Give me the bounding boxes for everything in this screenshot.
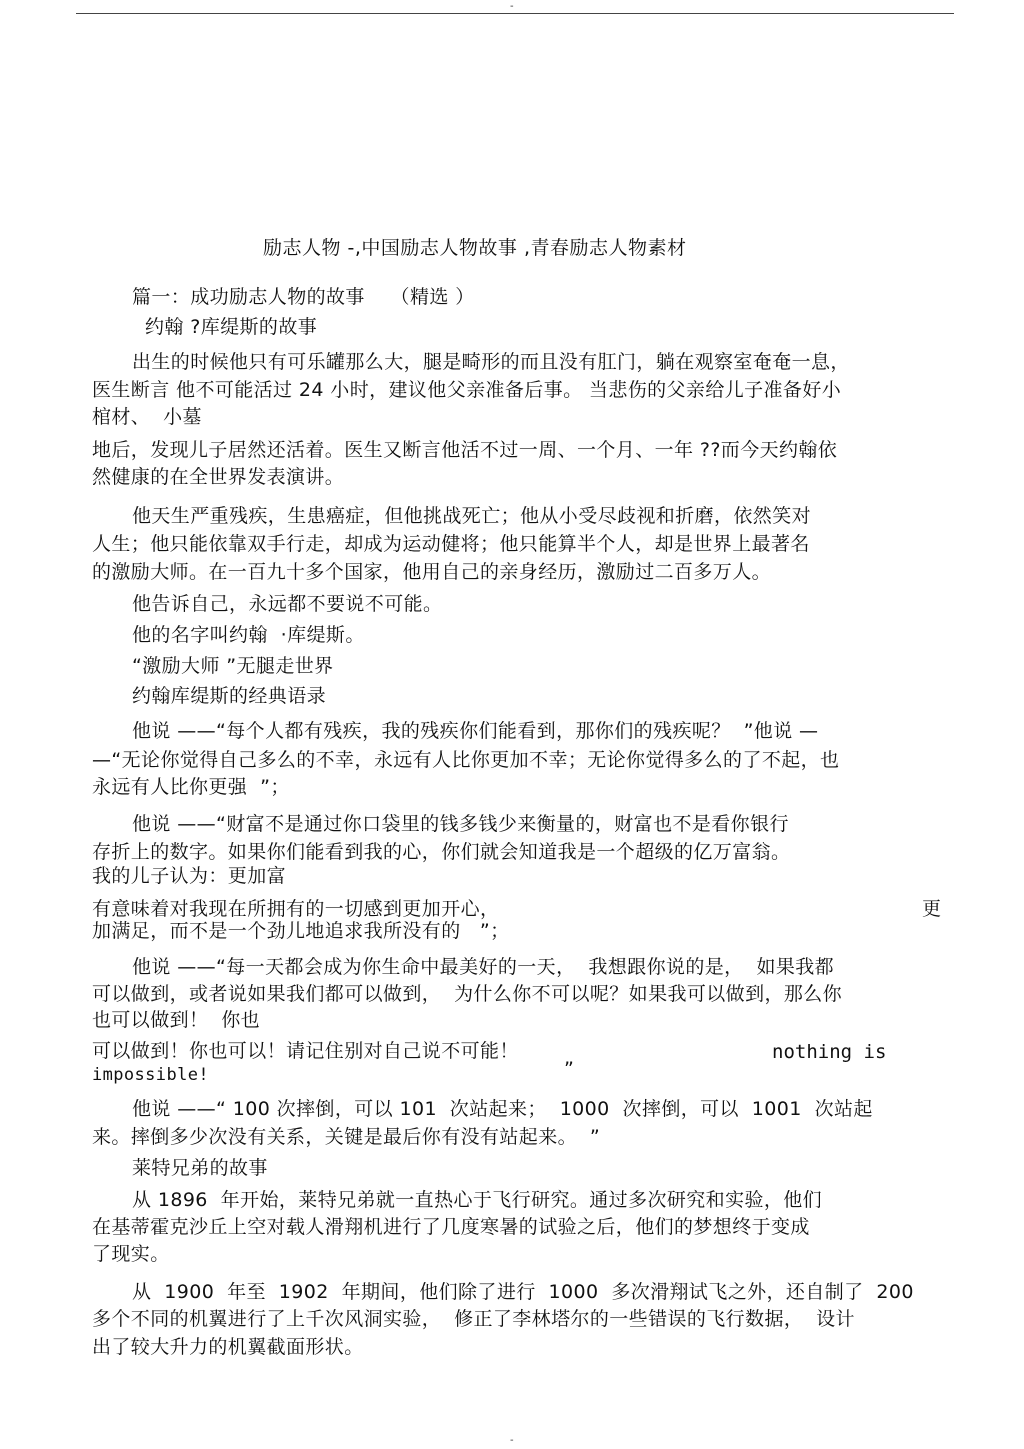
paragraph-line: 他说 ——“财富不是通过你口袋里的钱多钱少来衡量的，财富也不是看你银行 xyxy=(132,813,789,835)
paragraph-line: 医生断言 他不可能活过 24 小时，建议他父亲准备后事。 当悲伤的父亲给儿子准备好小 xyxy=(92,379,842,401)
paragraph-line: 存折上的数字。如果你们能看到我的心，你们就会知道我是一个超级的亿万富翁。 xyxy=(92,841,791,863)
paragraph-line: 在基蒂霍克沙丘上空对载人滑翔机进行了几度寒暑的试验之后，他们的梦想终于变成 xyxy=(92,1216,810,1238)
top-page-mark: - xyxy=(510,1,514,12)
paragraph-line: 有意味着对我现在所拥有的一切感到更加开心， xyxy=(92,898,500,920)
paragraph-line: 来。摔倒多少次没有关系，关键是最后你有没有站起来。 ” xyxy=(92,1126,601,1148)
paragraph-line: 我的儿子认为：更加富 xyxy=(92,865,287,887)
document-title: 励志人物 -,中国励志人物故事 ,青春励志人物素材 xyxy=(263,237,687,259)
paragraph-line: 他天生严重残疾，生患癌症，但他挑战死亡；他从小受尽歧视和折磨，依然笑对 xyxy=(132,505,812,527)
english-quote-part: nothing is xyxy=(772,1041,887,1063)
paragraph-line: 他告诉自己，永远都不要说不可能。 xyxy=(132,593,443,615)
paragraph-line: 他的名字叫约翰 ·库缇斯。 xyxy=(132,624,365,646)
paragraph-line: 他说 ——“ 100 次摔倒，可以 101 次站起来； 1000 次摔倒，可以 1001 次站起 xyxy=(132,1098,873,1120)
paragraph-line: 永远有人比你更强 ”； xyxy=(92,776,290,798)
paragraph-line: 他说 ——“每一天都会成为你生命中最美好的一天， 我想跟你说的是， 如果我都 xyxy=(132,956,835,978)
paragraph-line: 从 1900 年至 1902 年期间，他们除了进行 1000 多次滑翔试飞之外，还自制了 200 xyxy=(132,1281,914,1303)
story-heading: 莱特兄弟的故事 xyxy=(132,1157,268,1179)
paragraph-line: 然健康的在全世界发表演讲。 xyxy=(92,466,345,488)
section-heading: 篇一：成功励志人物的故事 （精选 ） xyxy=(132,286,475,308)
paragraph-line: 棺材、 小墓 xyxy=(92,406,202,428)
paragraph-line: 的激励大师。在一百九十多个国家，他用自己的亲身经历，激励过二百多万人。 xyxy=(92,561,772,583)
english-quote-part: impossible! xyxy=(92,1065,209,1085)
paragraph-line: 从 1896 年开始，莱特兄弟就一直热心于飞行研究。通过多次研究和实验，他们 xyxy=(132,1189,823,1211)
header-rule xyxy=(76,13,954,14)
paragraph-line: 了现实。 xyxy=(92,1243,170,1265)
paragraph-line: 约翰库缇斯的经典语录 xyxy=(132,685,327,707)
paragraph-line: “激励大师 ”无腿走世界 xyxy=(132,655,334,677)
paragraph-line: —“无论你觉得自己多么的不幸，永远有人比你更加不幸；无论你觉得多么的了不起，也 xyxy=(92,749,840,771)
paragraph-line: 可以做到，或者说如果我们都可以做到， 为什么你不可以呢？如果我可以做到，那么你 xyxy=(92,983,843,1005)
bottom-page-mark: - xyxy=(510,1435,514,1446)
paragraph-line: 多个不同的机翼进行了上千次风洞实验， 修正了李林塔尔的一些错误的飞行数据， 设计 xyxy=(92,1308,855,1330)
paragraph-line-fragment: 更 xyxy=(922,898,942,920)
paragraph-line: 人生；他只能依靠双手行走，却成为运动健将；他只能算半个人，却是世界上最著名 xyxy=(92,533,810,555)
paragraph-line: 他说 ——“每个人都有残疾，我的残疾你们能看到，那你们的残疾呢？ ”他说 — xyxy=(132,720,819,742)
paragraph-line: 出了较大升力的机翼截面形状。 xyxy=(92,1336,364,1358)
paragraph-line: 出生的时候他只有可乐罐那么大，腿是畸形的而且没有肛门，躺在观察室奄奄一息， xyxy=(132,351,850,373)
paragraph-line: 地后，发现儿子居然还活着。医生又断言他活不过一周、一个月、一年 ??而今天约翰依 xyxy=(92,439,838,461)
story-heading: 约翰 ?库缇斯的故事 xyxy=(145,316,318,338)
paragraph-line: 加满足，而不是一个劲儿地追求我所没有的 ”； xyxy=(92,920,510,942)
paragraph-line: 可以做到！你也可以！请记住别对自己说不可能！ xyxy=(92,1040,519,1062)
paragraph-line: 也可以做到！ 你也 xyxy=(92,1009,261,1031)
closing-quote: ” xyxy=(564,1058,574,1080)
